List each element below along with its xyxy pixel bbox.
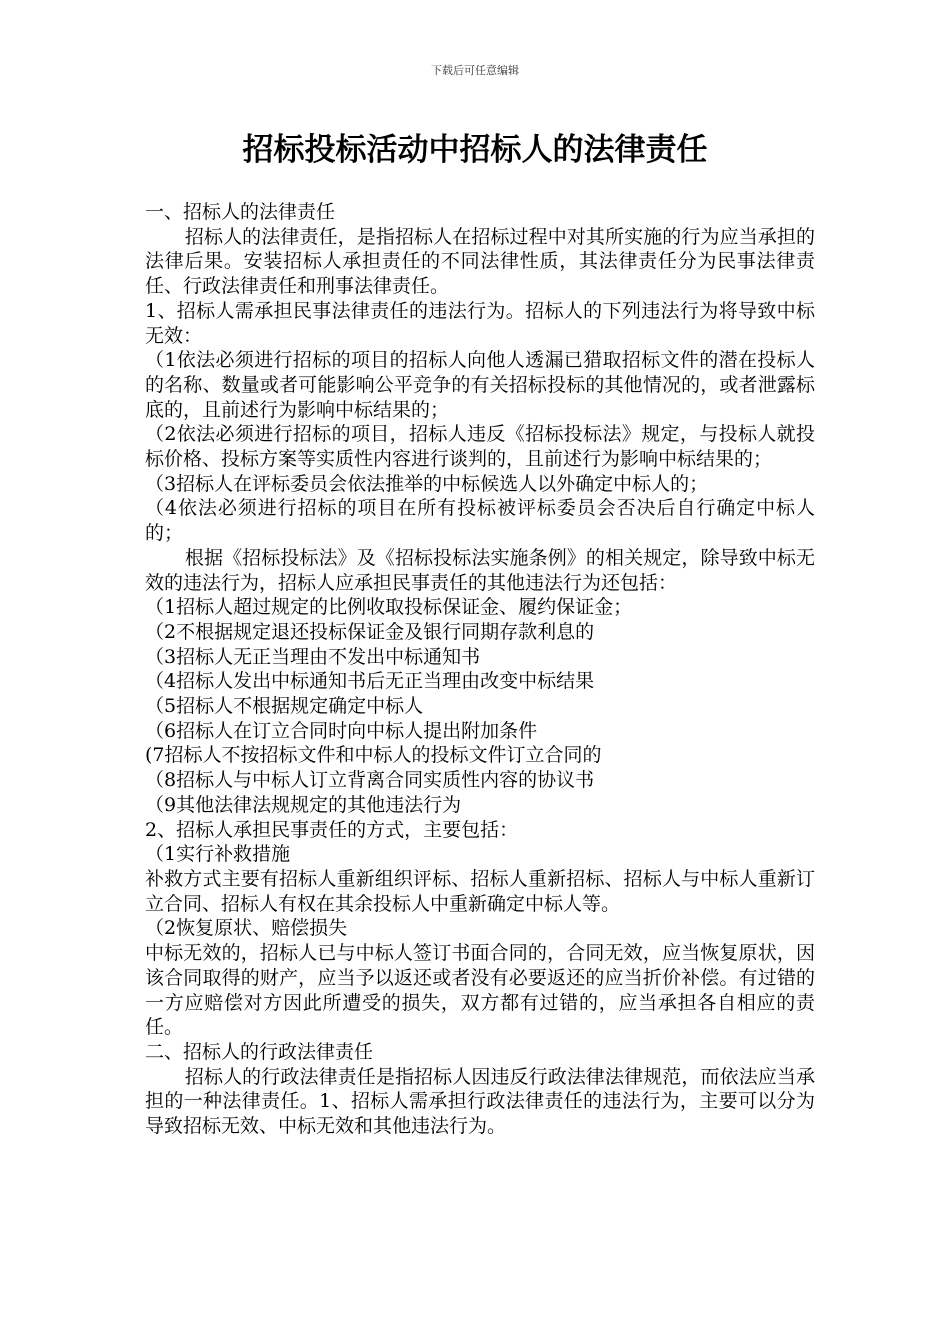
paragraph: （4依法必须进行招标的项目在所有投标被评标委员会否决后自行确定中标人的； (145, 497, 815, 545)
paragraph: （2依法必须进行招标的项目，招标人违反《招标投标法》规定，与投标人就投标价格、投标方案等实质性内容进行谈判的，且前述行为影响中标结果的； (145, 423, 815, 471)
paragraph: 一、招标人的法律责任 (145, 201, 336, 223)
paragraph: （9其他法律法规规定的其他违法行为 (145, 793, 462, 816)
paragraph: （4招标人发出中标通知书后无正当理由改变中标结果 (145, 670, 595, 693)
paragraph: （1依法必须进行招标的项目的招标人向他人透漏已猎取招标文件的潜在投标人的名称、数量或者可能影响公平竞争的有关招标投标的其他情况的，或者泄露标底的，且前述行为影响中标结果的； (145, 349, 815, 421)
paragraph: （6招标人在订立合同时向中标人提出附加条件 (145, 719, 538, 742)
paragraph: （1实行补救措施 (145, 843, 291, 866)
paragraph: 二、招标人的行政法律责任 (145, 1040, 374, 1063)
paragraph: （8招标人与中标人订立背离合同实质性内容的协议书 (145, 769, 595, 792)
paragraph: （2恢复原状、赔偿损失 (145, 917, 348, 940)
paragraph: (7招标人不按招标文件和中标人的投标文件订立合同的 (145, 744, 602, 767)
paragraph: 根据《招标投标法》及《招标投标法实施条例》的相关规定，除导致中标无效的违法行为，招标人应承担民事责任的其他违法行为还包括： (145, 546, 815, 594)
paragraph: 1、招标人需承担民事法律责任的违法行为。招标人的下列违法行为将导致中标无效： (145, 299, 815, 347)
paragraph: 2、招标人承担民事责任的方式，主要包括： (145, 818, 519, 841)
document-body (145, 200, 815, 1139)
paragraph: 补救方式主要有招标人重新组织评标、招标人重新招标、招标人与中标人重新订立合同、招标人有权在其余投标人中重新确定中标人等。 (145, 867, 815, 915)
paragraph: 中标无效的，招标人已与中标人签订书面合同的，合同无效，应当恢复原状，因该合同取得的财产，应当予以返还或者没有必要返还的应当折价补偿。有过错的一方应赔偿对方因此所遭受的损失，双方都有过错的，应当承担各自相应的责任。 (145, 942, 815, 1039)
paragraph: （1招标人超过规定的比例收取投标保证金、履约保证金； (145, 596, 633, 619)
document-title: 招标投标活动中招标人的法律责任 (242, 132, 708, 168)
header-note: 下载后可任意编辑 (431, 64, 519, 77)
paragraph: （2不根据规定退还投标保证金及银行同期存款利息的 (145, 620, 595, 643)
paragraph: 招标人的行政法律责任是指招标人因违反行政法律法律规范，而依法应当承担的一种法律责任。1、招标人需承担行政法律责任的违法行为，主要可以分为导致招标无效、中标无效和其他违法行为。 (145, 1065, 815, 1138)
paragraph: （3招标人无正当理由不发出中标通知书 (145, 645, 481, 668)
paragraph: 招标人的法律责任，是指招标人在招标过程中对其所实施的行为应当承担的法律后果。安装招标人承担责任的不同法律性质，其法律责任分为民事法律责任、行政法律责任和刑事法律责任。 (145, 225, 815, 298)
paragraph: （3招标人在评标委员会依法推举的中标候选人以外确定中标人的； (145, 472, 709, 495)
paragraph: （5招标人不根据规定确定中标人 (145, 695, 424, 718)
